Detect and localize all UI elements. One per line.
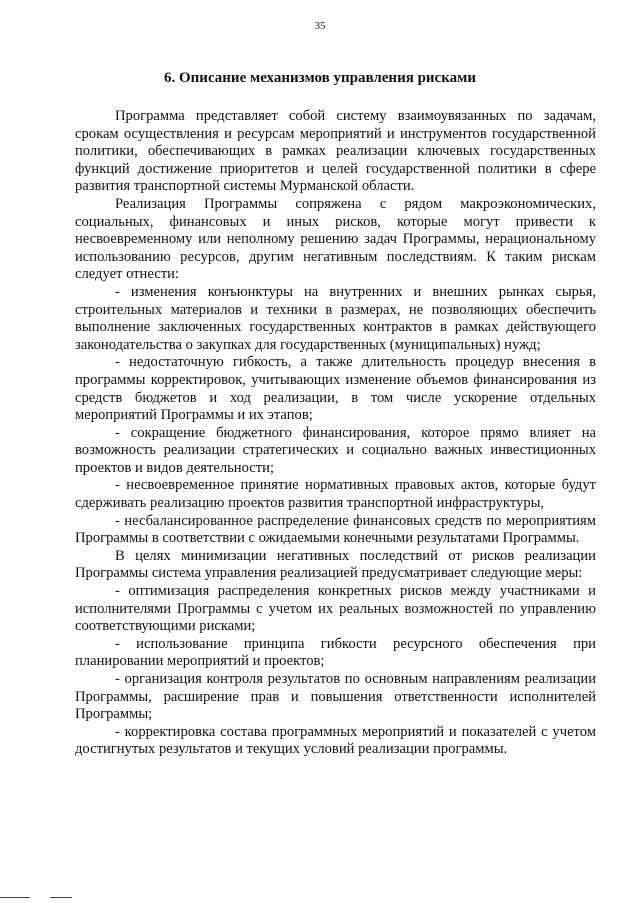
footer-line-right xyxy=(50,897,72,898)
list-item-risk-budget-cut: - сокращение бюджетного финансирования, которое прямо влияет на возможность реализации стратегических и социально важных инвестиционных проектов и видов деятельности; xyxy=(75,424,596,476)
footer-line-left xyxy=(0,897,30,898)
paragraph-measures-intro: В целях минимизации негативных последствий от рисков реализации Программы система управления реализацией предусматривает следующие меры: xyxy=(75,547,596,582)
list-item-risk-flexibility: - недостаточную гибкость, а также длительность процедур внесения в программы корректировок, учитывающих изменение объемов финансирования из средств бюджетов и ход реализации, в том числе ускорение отдельных мероприятий Программы и их этапов; xyxy=(75,354,596,424)
section-body xyxy=(75,108,596,759)
list-item-measure-adjustment: - корректировка состава программных мероприятий и показателей с учетом достигнутых результатов и текущих условий реализации программы. xyxy=(75,723,596,758)
section-heading: 6. Описание механизмов управления рисками xyxy=(164,70,476,86)
list-item-measure-flexibility: - использование принципа гибкости ресурсного обеспечения при планировании мероприятий и проектов; xyxy=(75,635,596,670)
paragraph-risks-intro: Реализация Программы сопряжена с рядом макроэкономических, социальных, финансовых и иных рисков, которые могут привести к несвоевременному или неполному решению задач Программы, нерациональному использованию ресурсов, другим негативным последствиям. К таким рискам следует отнести: xyxy=(75,195,596,283)
list-item-measure-optimization: - оптимизация распределения конкретных рисков между участниками и исполнителями Программы с учетом их реальных возможностей по управлению соответствующими рисками; xyxy=(75,583,596,635)
paragraph-intro: Программа представляет собой систему взаимоувязанных по задачам, срокам осуществления и ресурсам мероприятий и инструментов государственной политики, обеспечивающих в рамках реализации ключевых государственных функций достижение приоритетов и целей государственной политики в сфере развития транспортной системы Мурманской области. xyxy=(75,108,596,195)
list-item-risk-market: - изменения конъюнктуры на внутренних и внешних рынках сырья, строительных материалов и техники в размерах, не позволяющих обеспечить выполнение заключенных государственных контрактов в рамках действующего законодательства о закупках для государственных (муниципальных) нужд; xyxy=(75,283,596,353)
footer-marks xyxy=(0,897,640,899)
list-item-measure-control: - организация контроля результатов по основным направлениям реализации Программы, расширение прав и повышения ответственности исполнителей Программы; xyxy=(75,671,596,723)
list-item-risk-regulation: - несвоевременное принятие нормативных правовых актов, которые будут сдерживать реализацию проектов развития транспортной инфраструктуры, xyxy=(75,477,596,512)
page-number: 35 xyxy=(314,20,326,32)
list-item-risk-imbalance: - несбалансированное распределение финансовых средств по мероприятиям Программы в соответствии с ожидаемыми конечными результатами Программы. xyxy=(75,512,596,547)
